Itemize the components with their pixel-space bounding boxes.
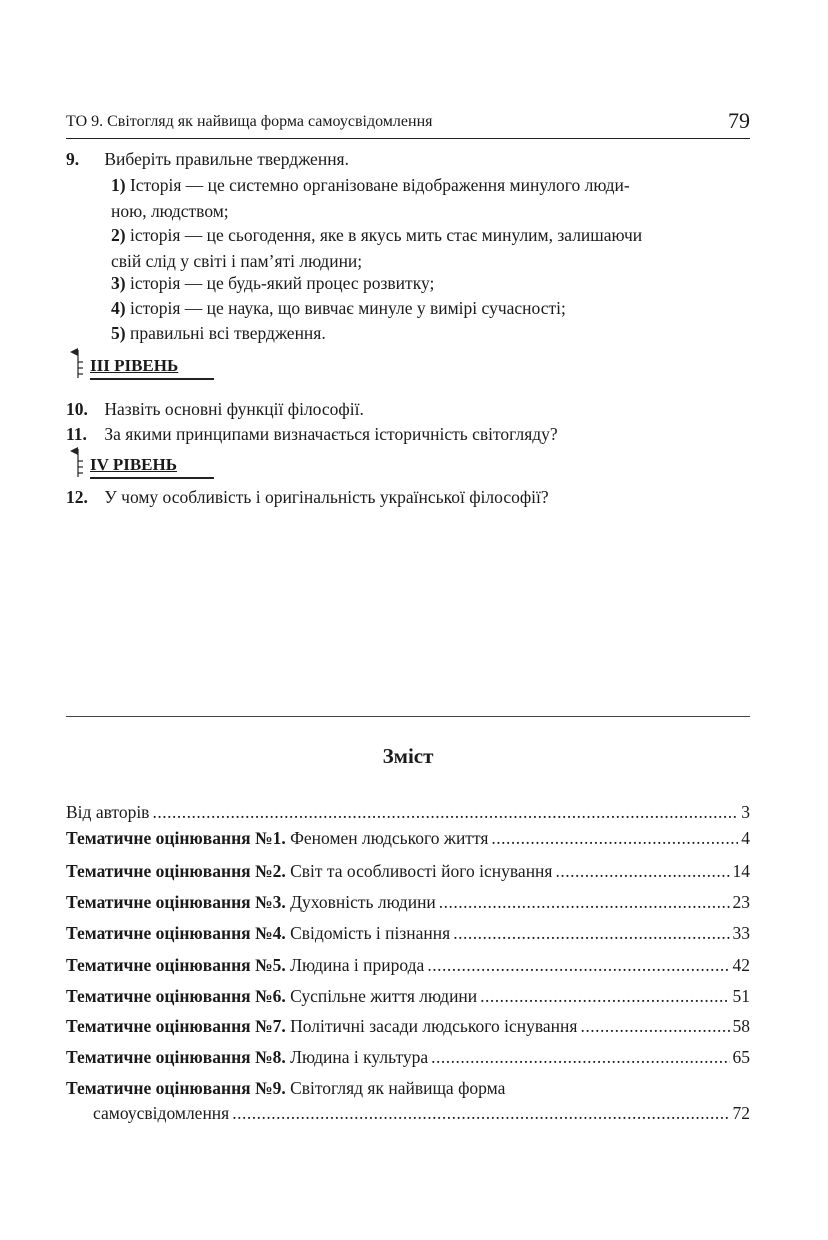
toc-entry-bold-label: Тематичне оцінювання №9. bbox=[66, 1078, 286, 1098]
toc-page-number: 4 bbox=[741, 828, 750, 848]
section-divider bbox=[66, 716, 750, 717]
toc-entry-label: Тематичне оцінювання №8. Людина і культура bbox=[66, 1047, 429, 1067]
option-text-line2: ною, людством; bbox=[111, 201, 229, 221]
option-1 bbox=[111, 172, 750, 224]
toc-entry-label: Тематичне оцінювання №5. Людина і природа bbox=[66, 955, 425, 975]
toc-entry[interactable] bbox=[66, 1014, 750, 1038]
option-text: історія — це наука, що вивчає минуле у вимірі сучасності; bbox=[129, 298, 566, 318]
question-number: 12. bbox=[66, 487, 88, 507]
level-marker-icon bbox=[70, 348, 84, 380]
toc-entry-label: Світогляд як найвища форма bbox=[285, 1078, 506, 1098]
toc-entry[interactable] bbox=[66, 890, 750, 914]
toc-entry[interactable] bbox=[66, 800, 750, 824]
question-12 bbox=[66, 484, 750, 510]
toc-entry[interactable] bbox=[66, 984, 750, 1008]
option-number: 3) bbox=[111, 273, 126, 293]
level-marker-icon bbox=[70, 447, 84, 479]
question-11 bbox=[66, 421, 750, 447]
option-3 bbox=[111, 270, 750, 296]
header-title: ТО 9. Світогляд як найвища форма самоусвідомлення bbox=[66, 113, 433, 130]
toc-leader-dots bbox=[580, 1014, 729, 1038]
option-4 bbox=[111, 295, 750, 321]
toc-leader-dots bbox=[555, 859, 729, 883]
option-number: 5) bbox=[111, 323, 126, 343]
option-text-line1: Історія — це системно організоване відображення минулого люди- bbox=[129, 175, 630, 195]
question-text: У чому особливість і оригінальність української філософії? bbox=[104, 487, 549, 507]
toc-entry[interactable] bbox=[66, 1045, 750, 1069]
toc-page-number: 33 bbox=[732, 923, 750, 943]
toc-entry-label: Тематичне оцінювання №7. Політичні засади людського існування bbox=[66, 1016, 578, 1036]
toc-page-number: 58 bbox=[732, 1016, 750, 1036]
page-number: 79 bbox=[728, 108, 750, 133]
question-9 bbox=[66, 146, 750, 172]
question-text: Виберіть правильне твердження. bbox=[104, 149, 349, 169]
toc-page-number: 51 bbox=[732, 986, 750, 1006]
toc-entry-label: Тематичне оцінювання №2. Світ та особливості його існування bbox=[66, 861, 553, 881]
option-number: 4) bbox=[111, 298, 126, 318]
question-number: 9. bbox=[66, 149, 80, 169]
question-10 bbox=[66, 396, 750, 422]
toc-leader-dots bbox=[232, 1101, 729, 1125]
level-3-heading bbox=[66, 356, 226, 382]
toc-entry-label: самоусвідомлення bbox=[93, 1103, 230, 1123]
option-text-line1: історія — це сьогодення, яке в якусь мить стає минулим, залишаючи bbox=[129, 225, 643, 245]
option-text-line2: свій слід у світі і пам’яті людини; bbox=[111, 251, 363, 271]
question-number: 11. bbox=[66, 424, 87, 444]
toc-page-number: 65 bbox=[732, 1047, 750, 1067]
toc-page-number: 42 bbox=[732, 955, 750, 975]
question-number: 10. bbox=[66, 399, 88, 419]
toc-leader-dots bbox=[431, 1045, 729, 1069]
level-label: ІІІ РІВЕНЬ bbox=[90, 356, 179, 375]
toc-page-number: 3 bbox=[741, 802, 750, 822]
toc-entry[interactable] bbox=[66, 859, 750, 883]
level-4-heading bbox=[66, 455, 226, 481]
toc-leader-dots bbox=[491, 826, 738, 850]
toc-page-number: 23 bbox=[732, 892, 750, 912]
option-text: історія — це будь-який процес розвитку; bbox=[129, 273, 435, 293]
toc-entry-label: Тематичне оцінювання №4. Свідомість і пізнання bbox=[66, 923, 451, 943]
toc-entry-9-line1[interactable] bbox=[66, 1076, 750, 1100]
toc-entry[interactable] bbox=[66, 921, 750, 945]
option-5 bbox=[111, 320, 750, 346]
toc-leader-dots bbox=[427, 953, 729, 977]
option-2 bbox=[111, 222, 750, 274]
toc-page-number: 72 bbox=[732, 1103, 750, 1123]
option-number: 2) bbox=[111, 225, 126, 245]
level-label: IV РІВЕНЬ bbox=[90, 455, 177, 474]
question-text: За якими принципами визначається історичність світогляду? bbox=[104, 424, 558, 444]
toc-leader-dots bbox=[152, 800, 738, 824]
toc-entry-9-line2[interactable] bbox=[93, 1101, 750, 1125]
toc-entry-label: Тематичне оцінювання №6. Суспільне життя людини bbox=[66, 986, 478, 1006]
toc-leader-dots bbox=[439, 890, 730, 914]
toc-entry-label: Тематичне оцінювання №1. Феномен людського життя bbox=[66, 828, 489, 848]
toc-entry[interactable] bbox=[66, 953, 750, 977]
toc-entry[interactable] bbox=[66, 826, 750, 850]
option-number: 1) bbox=[111, 175, 126, 195]
toc-leader-dots bbox=[453, 921, 729, 945]
toc-entry-label: Тематичне оцінювання №3. Духовність людини bbox=[66, 892, 436, 912]
running-header bbox=[66, 110, 750, 139]
toc-entry-label: Від авторів bbox=[66, 802, 150, 822]
toc-page-number: 14 bbox=[732, 861, 750, 881]
toc-title: Зміст bbox=[382, 744, 434, 768]
option-text: правильні всі твердження. bbox=[129, 323, 326, 343]
level-underline bbox=[90, 378, 214, 380]
level-underline bbox=[90, 477, 214, 479]
question-text: Назвіть основні функції філософії. bbox=[104, 399, 364, 419]
toc-leader-dots bbox=[480, 984, 729, 1008]
